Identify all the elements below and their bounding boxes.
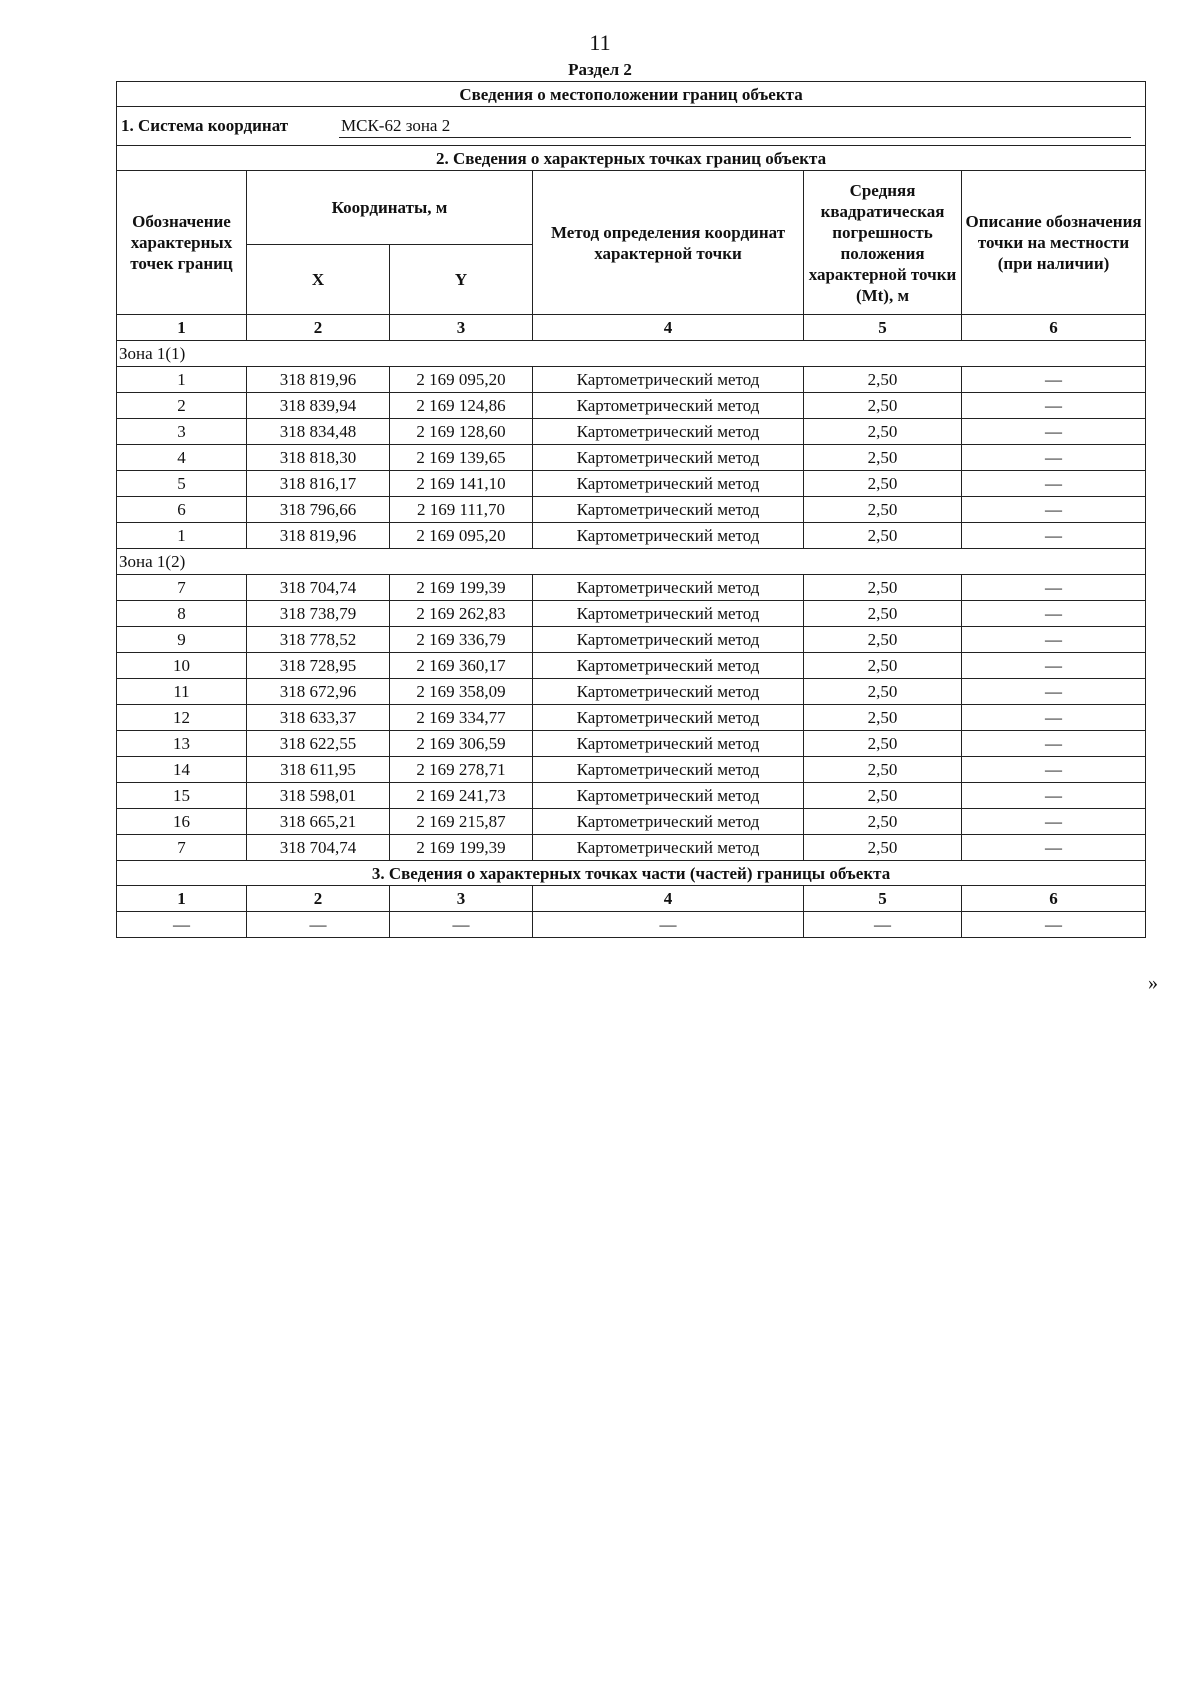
point-number: 13 — [117, 731, 247, 757]
error-value: 2,50 — [804, 445, 962, 471]
method: Картометрический метод — [533, 783, 804, 809]
coord-x: 318 672,96 — [247, 679, 390, 705]
description: — — [962, 731, 1146, 757]
method: Картометрический метод — [533, 575, 804, 601]
method: Картометрический метод — [533, 705, 804, 731]
coord-y: 2 169 360,17 — [390, 653, 533, 679]
coord-y: 2 169 095,20 — [390, 523, 533, 549]
method: Картометрический метод — [533, 601, 804, 627]
coord-x: 318 819,96 — [247, 367, 390, 393]
point-number: 11 — [117, 679, 247, 705]
coord-y: 2 169 262,83 — [390, 601, 533, 627]
coord-y: 2 169 336,79 — [390, 627, 533, 653]
description: — — [962, 471, 1146, 497]
error-value: 2,50 — [804, 757, 962, 783]
table-row — [117, 627, 1146, 653]
error-value: 2,50 — [804, 679, 962, 705]
description: — — [962, 575, 1146, 601]
table-title-row — [117, 82, 1146, 107]
column-number: 5 — [804, 886, 962, 912]
column-number: 4 — [533, 315, 804, 341]
table-row — [117, 445, 1146, 471]
column-number: 4 — [533, 886, 804, 912]
description: — — [962, 367, 1146, 393]
empty-cell: — — [962, 912, 1146, 938]
point-number: 16 — [117, 809, 247, 835]
coord-y: 2 169 306,59 — [390, 731, 533, 757]
method: Картометрический метод — [533, 393, 804, 419]
empty-cell: — — [804, 912, 962, 938]
description: — — [962, 835, 1146, 861]
coord-x: 318 816,17 — [247, 471, 390, 497]
point-number: 9 — [117, 627, 247, 653]
coord-x: 318 633,37 — [247, 705, 390, 731]
description: — — [962, 809, 1146, 835]
error-value: 2,50 — [804, 601, 962, 627]
coord-y: 2 169 111,70 — [390, 497, 533, 523]
zone-row — [117, 341, 1146, 367]
coord-x: 318 622,55 — [247, 731, 390, 757]
error-value: 2,50 — [804, 393, 962, 419]
description: — — [962, 419, 1146, 445]
column-number: 1 — [117, 886, 247, 912]
subsection2-title: 2. Сведения о характерных точках границ объекта — [117, 146, 1146, 171]
empty-cell: — — [117, 912, 247, 938]
coord-y: 2 169 215,87 — [390, 809, 533, 835]
description: — — [962, 653, 1146, 679]
table-row — [117, 835, 1146, 861]
table-row — [117, 523, 1146, 549]
method: Картометрический метод — [533, 497, 804, 523]
subsection2-title-row — [117, 146, 1146, 171]
error-value: 2,50 — [804, 471, 962, 497]
error-value: 2,50 — [804, 705, 962, 731]
coord-y: 2 169 141,10 — [390, 471, 533, 497]
coord-x: 318 665,21 — [247, 809, 390, 835]
error-value: 2,50 — [804, 497, 962, 523]
method: Картометрический метод — [533, 471, 804, 497]
column-number: 3 — [390, 886, 533, 912]
header-y: Y — [390, 245, 533, 315]
coord-system-cell — [117, 107, 1146, 146]
coord-x: 318 796,66 — [247, 497, 390, 523]
description: — — [962, 627, 1146, 653]
column-number: 2 — [247, 315, 390, 341]
zone-row — [117, 549, 1146, 575]
coord-x: 318 778,52 — [247, 627, 390, 653]
error-value: 2,50 — [804, 809, 962, 835]
method: Картометрический метод — [533, 835, 804, 861]
coord-x: 318 728,95 — [247, 653, 390, 679]
coord-y: 2 169 241,73 — [390, 783, 533, 809]
coord-system-row — [117, 107, 1146, 146]
table-row — [117, 705, 1146, 731]
method: Картометрический метод — [533, 757, 804, 783]
header-error: Средняя квадратическая погрешность положения характерной точки (Mt), м — [804, 171, 962, 315]
method: Картометрический метод — [533, 679, 804, 705]
subsection3-title-row — [117, 861, 1146, 886]
error-value: 2,50 — [804, 523, 962, 549]
description: — — [962, 679, 1146, 705]
error-value: 2,50 — [804, 835, 962, 861]
coord-x: 318 839,94 — [247, 393, 390, 419]
table-row — [117, 471, 1146, 497]
column-number-row — [117, 315, 1146, 341]
coord-y: 2 169 199,39 — [390, 835, 533, 861]
zone-label: Зона 1(2) — [117, 549, 1146, 575]
column-number: 3 — [390, 315, 533, 341]
empty-cell: — — [390, 912, 533, 938]
coord-y: 2 169 124,86 — [390, 393, 533, 419]
section-title: Раздел 2 — [568, 60, 632, 79]
point-number: 7 — [117, 835, 247, 861]
coord-y: 2 169 334,77 — [390, 705, 533, 731]
table-row — [117, 809, 1146, 835]
error-value: 2,50 — [804, 419, 962, 445]
coord-x: 318 819,96 — [247, 523, 390, 549]
method: Картометрический метод — [533, 653, 804, 679]
point-number: 5 — [117, 471, 247, 497]
method: Картометрический метод — [533, 627, 804, 653]
description: — — [962, 601, 1146, 627]
method: Картометрический метод — [533, 367, 804, 393]
table-row — [117, 575, 1146, 601]
description: — — [962, 445, 1146, 471]
table-row — [117, 367, 1146, 393]
point-number: 7 — [117, 575, 247, 601]
coord-y: 2 169 128,60 — [390, 419, 533, 445]
description: — — [962, 497, 1146, 523]
header-point-designation: Обозначение характерных точек границ — [117, 171, 247, 315]
coord-system-label: 1. Система координат — [121, 115, 289, 135]
column-number: 2 — [247, 886, 390, 912]
error-value: 2,50 — [804, 627, 962, 653]
empty-cell: — — [247, 912, 390, 938]
point-number: 12 — [117, 705, 247, 731]
coord-x: 318 704,74 — [247, 835, 390, 861]
closing-quote: » — [1148, 972, 1158, 994]
method: Картометрический метод — [533, 731, 804, 757]
header-method: Метод определения координат характерной точки — [533, 171, 804, 315]
table-row — [117, 393, 1146, 419]
point-number: 1 — [117, 367, 247, 393]
header-description: Описание обозначения точки на местности (при наличии) — [962, 171, 1146, 315]
coord-y: 2 169 095,20 — [390, 367, 533, 393]
method: Картометрический метод — [533, 445, 804, 471]
subsection3-column-number-row — [117, 886, 1146, 912]
boundary-table — [116, 81, 1146, 938]
description: — — [962, 783, 1146, 809]
table-row — [117, 731, 1146, 757]
coord-y: 2 169 358,09 — [390, 679, 533, 705]
coord-system-value: МСК-62 зона 2 — [339, 115, 1131, 138]
point-number: 4 — [117, 445, 247, 471]
description: — — [962, 523, 1146, 549]
coord-y: 2 169 199,39 — [390, 575, 533, 601]
coord-y: 2 169 278,71 — [390, 757, 533, 783]
coord-x: 318 738,79 — [247, 601, 390, 627]
coord-x: 318 834,48 — [247, 419, 390, 445]
coord-x: 318 598,01 — [247, 783, 390, 809]
point-number: 3 — [117, 419, 247, 445]
error-value: 2,50 — [804, 367, 962, 393]
header-coordinates: Координаты, м — [247, 171, 533, 245]
method: Картометрический метод — [533, 809, 804, 835]
table-row — [117, 419, 1146, 445]
point-number: 15 — [117, 783, 247, 809]
table-title: Сведения о местоположении границ объекта — [117, 82, 1146, 107]
point-number: 2 — [117, 393, 247, 419]
column-number: 6 — [962, 315, 1146, 341]
method: Картометрический метод — [533, 419, 804, 445]
subsection3-title: 3. Сведения о характерных точках части (частей) границы объекта — [117, 861, 1146, 886]
point-number: 8 — [117, 601, 247, 627]
coord-x: 318 818,30 — [247, 445, 390, 471]
point-number: 1 — [117, 523, 247, 549]
zone-label: Зона 1(1) — [117, 341, 1146, 367]
description: — — [962, 757, 1146, 783]
method: Картометрический метод — [533, 523, 804, 549]
point-number: 14 — [117, 757, 247, 783]
header-row-1 — [117, 171, 1146, 245]
column-number: 1 — [117, 315, 247, 341]
subsection3-empty-row — [117, 912, 1146, 938]
table-row — [117, 783, 1146, 809]
description: — — [962, 705, 1146, 731]
error-value: 2,50 — [804, 653, 962, 679]
page-number: 11 — [589, 30, 611, 55]
point-number: 10 — [117, 653, 247, 679]
error-value: 2,50 — [804, 575, 962, 601]
header-x: X — [247, 245, 390, 315]
table-row — [117, 653, 1146, 679]
table-row — [117, 679, 1146, 705]
empty-cell: — — [533, 912, 804, 938]
column-number: 5 — [804, 315, 962, 341]
description: — — [962, 393, 1146, 419]
coord-x: 318 704,74 — [247, 575, 390, 601]
table-row — [117, 757, 1146, 783]
error-value: 2,50 — [804, 731, 962, 757]
table-row — [117, 497, 1146, 523]
error-value: 2,50 — [804, 783, 962, 809]
coord-x: 318 611,95 — [247, 757, 390, 783]
coord-y: 2 169 139,65 — [390, 445, 533, 471]
column-number: 6 — [962, 886, 1146, 912]
table-row — [117, 601, 1146, 627]
point-number: 6 — [117, 497, 247, 523]
